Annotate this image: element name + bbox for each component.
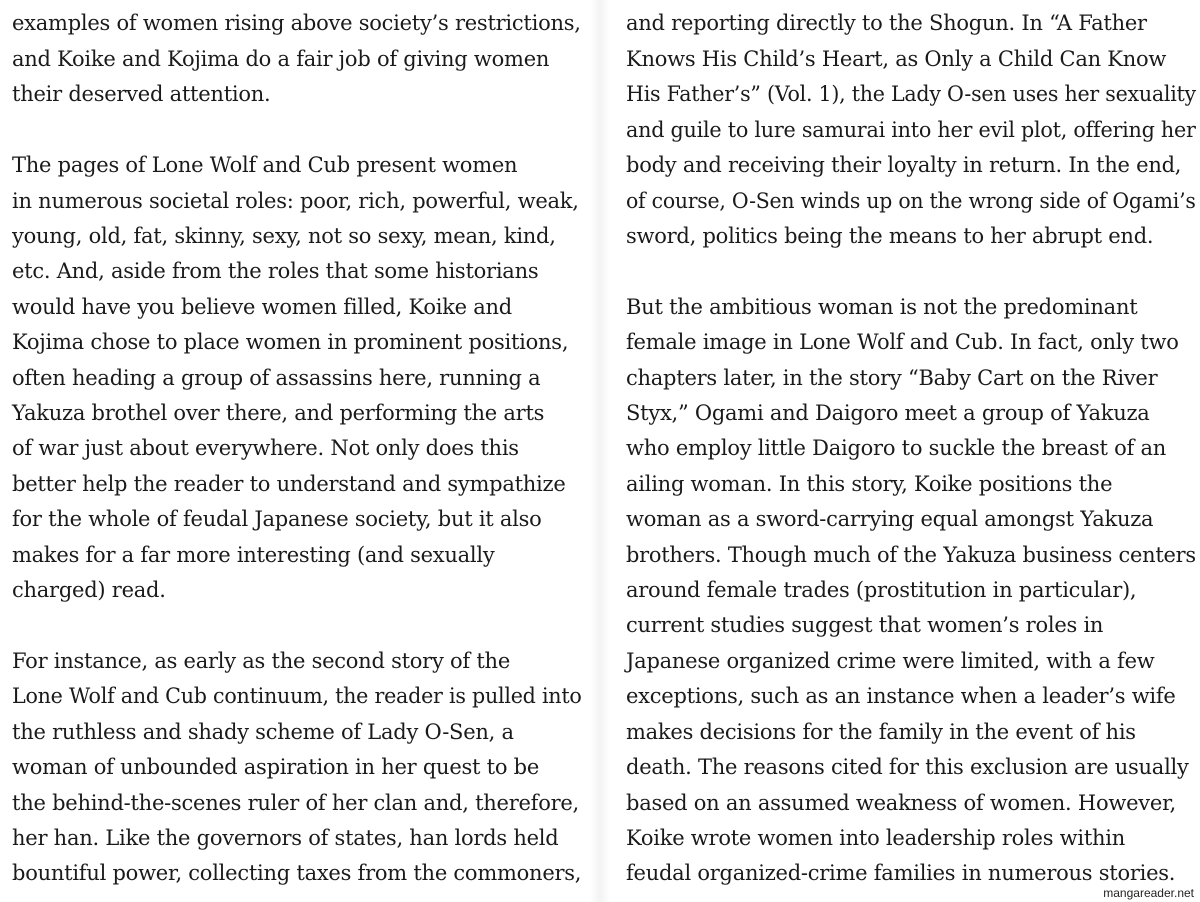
text-line: woman of unbounded aspiration in her quest to be bbox=[12, 755, 540, 779]
text-line: and reporting directly to the Shogun. In “A Father bbox=[626, 11, 1147, 35]
text-line: ailing woman. In this story, Koike positions the bbox=[626, 472, 1113, 496]
text-line: chapters later, in the story “Baby Cart on the River bbox=[626, 366, 1158, 390]
text-line: of course, O-Sen winds up on the wrong side of Ogami’s bbox=[626, 189, 1196, 213]
text-line: Lone Wolf and Cub continuum, the reader is pulled into bbox=[12, 684, 582, 708]
text-line: His Father’s” (Vol. 1), the Lady O-sen uses her sexuality bbox=[626, 82, 1196, 106]
text-line: who employ little Daigoro to suckle the breast of an bbox=[626, 436, 1167, 460]
text-line: Styx,” Ogami and Daigoro meet a group of Yakuza bbox=[626, 401, 1150, 425]
text-line: of war just about everywhere. Not only does this bbox=[12, 436, 519, 460]
text-line: makes for a far more interesting (and sexually bbox=[12, 543, 495, 567]
text-line: bountiful power, collecting taxes from the commoners, bbox=[12, 861, 582, 885]
text-line: Japanese organized crime were limited, with a few bbox=[626, 649, 1155, 673]
left-page bbox=[0, 0, 590, 902]
text-line: feudal organized-crime families in numerous stories. bbox=[626, 861, 1176, 885]
right-page bbox=[610, 0, 1200, 902]
text-line: The pages of Lone Wolf and Cub present women bbox=[12, 153, 518, 177]
text-line: charged) read. bbox=[12, 578, 166, 602]
text-line: and Koike and Kojima do a fair job of giving women bbox=[12, 47, 550, 71]
text-line: better help the reader to understand and sympathize bbox=[12, 472, 566, 496]
text-line: brothers. Though much of the Yakuza business centers bbox=[626, 543, 1196, 567]
text-line: sword, politics being the means to her abrupt end. bbox=[626, 224, 1154, 248]
text-line: Kojima chose to place women in prominent positions, bbox=[12, 330, 569, 354]
text-line: the ruthless and shady scheme of Lady O-Sen, a bbox=[12, 720, 514, 744]
text-line: her han. Like the governors of states, han lords held bbox=[12, 826, 559, 850]
text-line: etc. And, aside from the roles that some historians bbox=[12, 259, 539, 283]
text-line: the behind-the-scenes ruler of her clan and, therefore, bbox=[12, 791, 579, 815]
text-line: death. The reasons cited for this exclusion are usually bbox=[626, 755, 1189, 779]
text-line: young, old, fat, skinny, sexy, not so sexy, mean, kind, bbox=[12, 224, 556, 248]
text-line: Koike wrote women into leadership roles within bbox=[626, 826, 1126, 850]
site-watermark: mangareader.net bbox=[1103, 886, 1194, 900]
text-line: body and receiving their loyalty in return. In the end, bbox=[626, 153, 1182, 177]
text-line: based on an assumed weakness of women. However, bbox=[626, 791, 1176, 815]
text-line: examples of women rising above society’s restrictions, bbox=[12, 11, 581, 35]
text-line: and guile to lure samurai into her evil plot, offering her bbox=[626, 118, 1196, 142]
text-line: For instance, as early as the second story of the bbox=[12, 649, 510, 673]
text-line: Knows His Child’s Heart, as Only a Child Can Know bbox=[626, 47, 1167, 71]
text-line: around female trades (prostitution in particular), bbox=[626, 578, 1137, 602]
book-gutter bbox=[590, 0, 610, 902]
text-line: woman as a sword-carrying equal amongst Yakuza bbox=[626, 507, 1154, 531]
text-line: for the whole of feudal Japanese society, but it also bbox=[12, 507, 542, 531]
text-line: female image in Lone Wolf and Cub. In fact, only two bbox=[626, 330, 1179, 354]
text-line: makes decisions for the family in the event of his bbox=[626, 720, 1136, 744]
text-line: in numerous societal roles: poor, rich, powerful, weak, bbox=[12, 189, 579, 213]
text-line: But the ambitious woman is not the predominant bbox=[626, 295, 1138, 319]
text-line: their deserved attention. bbox=[12, 82, 271, 106]
text-line: often heading a group of assassins here, running a bbox=[12, 366, 541, 390]
text-line: Yakuza brothel over there, and performing the arts bbox=[12, 401, 545, 425]
text-line: current studies suggest that women’s roles in bbox=[626, 613, 1104, 637]
text-line: exceptions, such as an instance when a leader’s wife bbox=[626, 684, 1176, 708]
text-line: would have you believe women filled, Koike and bbox=[12, 295, 512, 319]
